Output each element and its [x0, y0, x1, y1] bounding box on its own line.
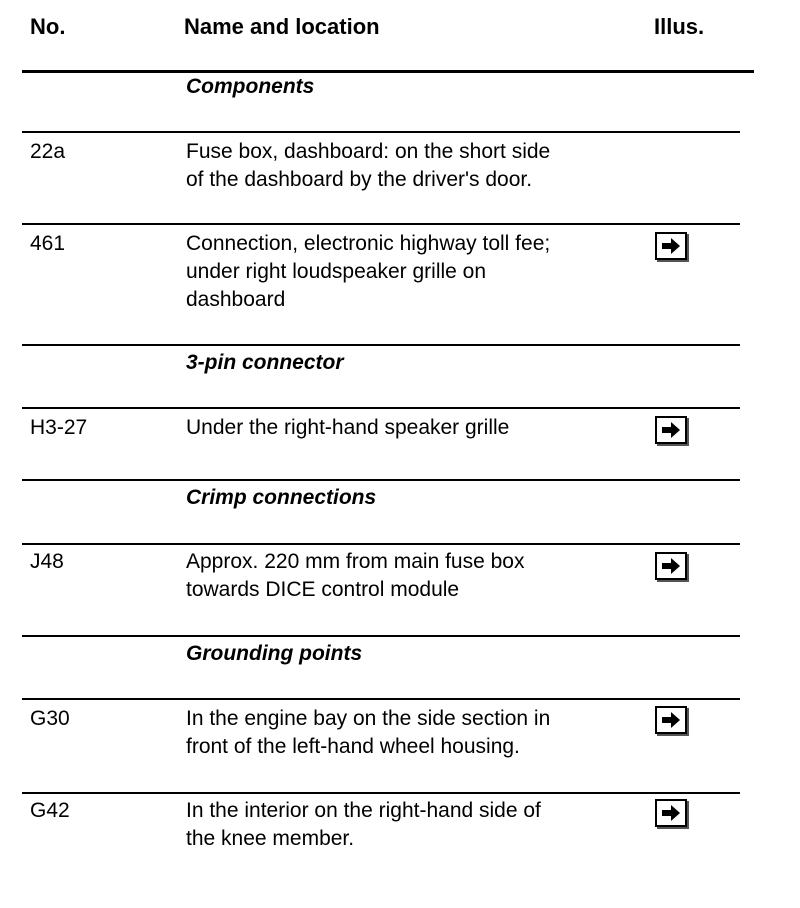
row-number-h3-27: H3-27	[30, 416, 88, 439]
row-divider	[22, 407, 740, 409]
arrow-right-icon[interactable]	[655, 552, 687, 580]
row-divider	[22, 698, 740, 700]
arrow-right-icon[interactable]	[655, 416, 687, 444]
header-divider	[22, 70, 754, 73]
row-number-22a: 22a	[30, 140, 66, 163]
row-number-g30: G30	[30, 707, 70, 730]
column-header-illus: Illus.	[654, 14, 705, 39]
column-header-no: No.	[30, 14, 66, 39]
row-divider	[22, 344, 740, 346]
row-number-j48: J48	[30, 550, 64, 573]
column-header-name: Name and location	[184, 14, 380, 39]
row-number-g42: G42	[30, 799, 70, 822]
row-divider	[22, 543, 740, 545]
row-number-461: 461	[30, 232, 66, 255]
arrow-right-icon[interactable]	[655, 706, 687, 734]
row-divider	[22, 792, 740, 794]
row-description-g42: In the interior on the right-hand side of the knee member.	[186, 799, 541, 850]
row-description-h3-27: Under the right-hand speaker grille	[186, 416, 510, 439]
section-3-pin-connector: 3-pin connector	[186, 351, 344, 374]
row-description-461: Connection, electronic highway toll fee; under right loudspeaker grille on dashboard	[186, 232, 551, 311]
arrow-right-icon[interactable]	[655, 232, 687, 260]
row-divider	[22, 635, 740, 637]
arrow-right-icon[interactable]	[655, 799, 687, 827]
row-divider	[22, 131, 740, 133]
row-divider	[22, 479, 740, 481]
row-description-22a: Fuse box, dashboard: on the short side of the dashboard by the driver's door.	[186, 140, 551, 191]
section-crimp-connections: Crimp connections	[186, 486, 377, 509]
section-grounding-points: Grounding points	[186, 642, 363, 665]
section-components: Components	[186, 75, 315, 98]
row-description-g30: In the engine bay on the side section in front of the left-hand wheel housing.	[186, 707, 551, 758]
row-description-j48: Approx. 220 mm from main fuse box towards DICE control module	[186, 550, 525, 601]
row-divider	[22, 223, 740, 225]
